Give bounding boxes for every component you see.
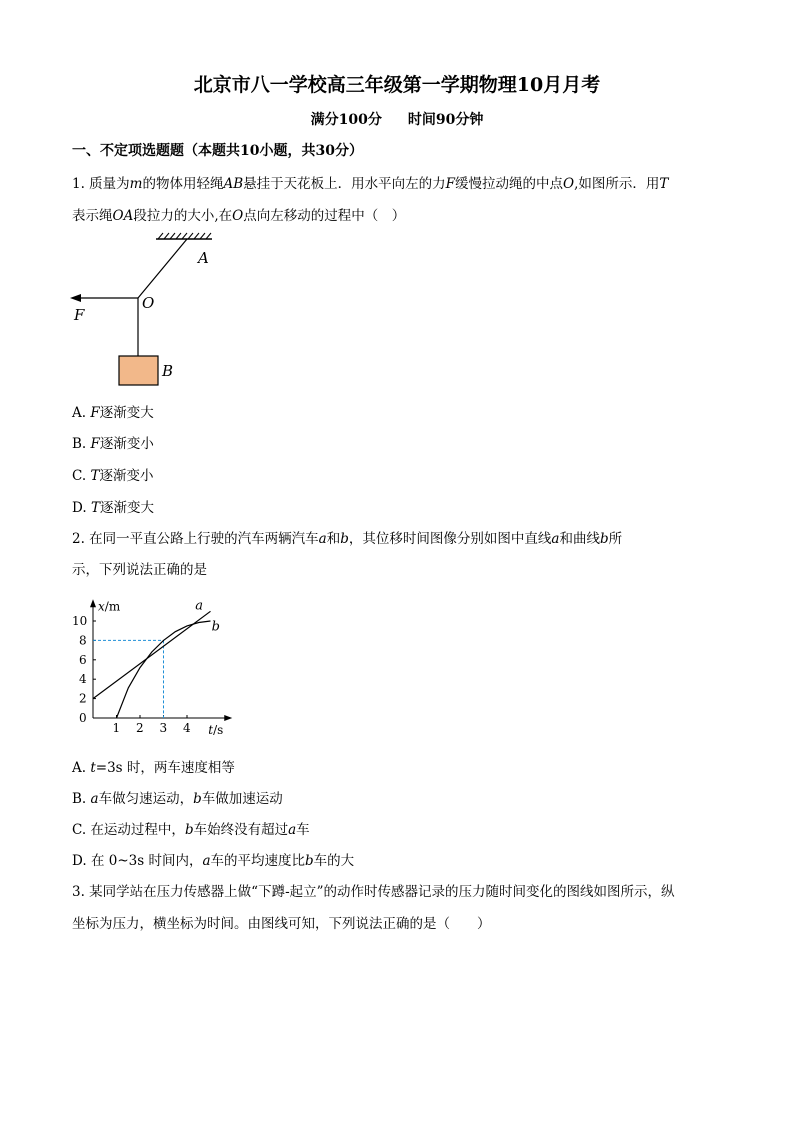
label-F: F	[74, 306, 85, 324]
time-limit: 时间90分钟	[407, 112, 484, 128]
y-axis-arrow	[90, 599, 96, 607]
series-b	[117, 621, 211, 718]
x-tick-label: 1	[112, 721, 121, 735]
q2-option-c[interactable]: C. 在运动过程中，b车始终没有超过a车	[72, 822, 310, 838]
q1-figure	[60, 226, 230, 396]
q1-stem-line2: 表示绳OA段拉力的大小,在O点向左移动的过程中（ ）	[72, 208, 406, 224]
label-O: O	[142, 294, 155, 312]
x-tick-label: 3	[159, 721, 168, 735]
y-tick-label: 2	[79, 691, 87, 706]
q1-stem-line1: 1. 质量为m的物体用轻绳AB悬挂于天花板上．用水平向左的力F缓慢拉动绳的中点O,如图所示．用T	[72, 176, 669, 192]
q3-stem-line2: 坐标为压力，横坐标为时间。由图线可知，下列说法正确的是（ ）	[72, 916, 491, 932]
y-tick-label: 10	[72, 614, 88, 628]
page-title: 北京市八一学校高三年级第一学期物理10月月考	[193, 74, 601, 96]
q1-option-d[interactable]: D. T逐渐变大	[72, 500, 154, 516]
label-B: B	[162, 362, 174, 380]
chart-series	[93, 611, 211, 718]
q1-option-c[interactable]: C. T逐渐变小	[72, 468, 154, 484]
arrow-head	[70, 294, 81, 302]
q2-option-d[interactable]: D. 在 0~3s 时间内，a车的平均速度比b车的大	[72, 853, 355, 869]
series-label-a: a	[195, 598, 203, 614]
chart-ticks	[72, 614, 191, 735]
x-axis-arrow	[224, 715, 232, 721]
q2-stem-line2: 示，下列说法正确的是	[72, 562, 207, 578]
y-tick-label: 4	[79, 672, 87, 687]
y-axis-label: x/m	[98, 599, 121, 614]
chart-axes	[90, 599, 232, 721]
q2-stem-line1: 2. 在同一平直公路上行驶的汽车两辆汽车a和b，其位移时间图像分别如图中直线a和曲线b所	[72, 531, 623, 547]
q1-option-b[interactable]: B. F逐渐变小	[72, 436, 154, 452]
y-tick-label: 8	[79, 633, 87, 648]
q1-option-a[interactable]: A. F逐渐变大	[72, 405, 154, 421]
section-heading: 一、不定项选题题（本题共10小题，共30分）	[72, 143, 363, 159]
q2-option-b[interactable]: B. a车做匀速运动，b车做加速运动	[72, 791, 283, 807]
y-tick-label: 6	[79, 652, 87, 667]
x-tick-label: 4	[183, 721, 191, 735]
label-A: A	[198, 249, 209, 267]
block-B	[119, 356, 158, 385]
full-score: 满分100分	[310, 112, 382, 128]
q3-stem-line1: 3. 某同学站在压力传感器上做“下蹲-起立”的动作时传感器记录的压力随时间变化的图线如图所示，纵	[72, 884, 675, 900]
x-axis-label: t/s	[208, 723, 224, 737]
rope-OA	[138, 239, 187, 298]
q2-xt-chart	[60, 588, 250, 743]
chart-guides	[93, 640, 164, 718]
x-tick-label: 2	[136, 721, 144, 735]
ceiling-hatch	[158, 233, 211, 239]
q2-option-a[interactable]: A. t=3s 时，两车速度相等	[72, 760, 235, 776]
y-tick-label: 0	[79, 711, 87, 725]
exam-info	[0, 109, 794, 129]
series-label-b: b	[211, 619, 221, 635]
